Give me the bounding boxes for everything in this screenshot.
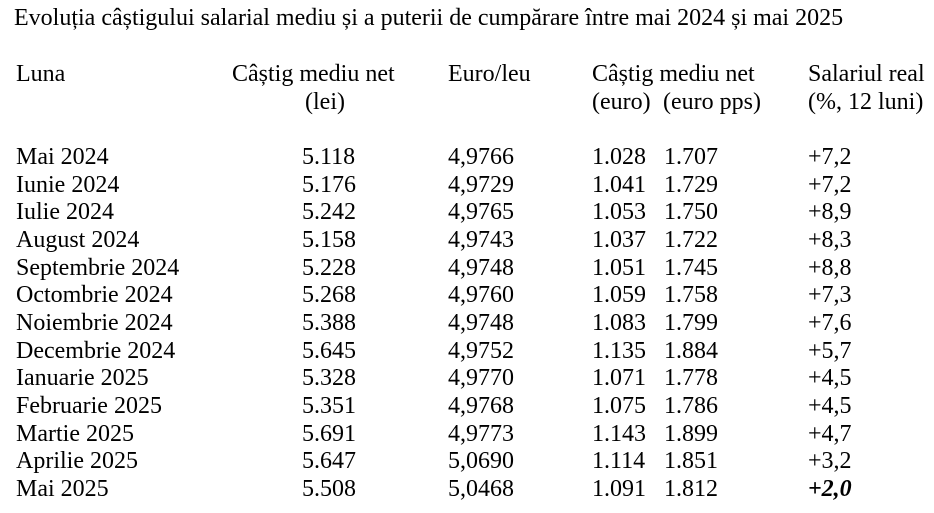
row-month: Septembrie 2024: [16, 254, 180, 281]
header-net-euro-unit: (euro): [592, 89, 651, 115]
row-net-euro-pps: 1.851: [664, 448, 718, 475]
header-real-wage: Salariul real: [808, 61, 925, 87]
table-row: [0, 172, 934, 200]
row-exchange-rate: 4,9743: [448, 226, 514, 253]
header-net-euro: Câștig mediu net: [592, 61, 755, 87]
row-net-euro: 1.037: [592, 226, 646, 253]
row-real-wage: +4,7: [808, 420, 852, 447]
row-net-euro-pps: 1.778: [664, 365, 718, 392]
row-real-wage: +7,2: [808, 144, 852, 170]
row-month: Noiembrie 2024: [16, 309, 173, 336]
row-net-lei: 5.176: [302, 171, 356, 198]
table-row: [0, 421, 934, 449]
table-row: [0, 476, 934, 504]
row-net-euro: 1.075: [592, 392, 646, 419]
row-month: August 2024: [16, 226, 140, 253]
row-exchange-rate: 4,9760: [448, 282, 514, 309]
row-net-euro-pps: 1.884: [664, 337, 718, 364]
row-net-euro-pps: 1.799: [664, 309, 718, 336]
row-real-wage: +5,7: [808, 337, 852, 364]
row-exchange-rate: 4,9729: [448, 171, 514, 198]
row-real-wage-highlighted: +2,0: [808, 475, 852, 502]
header-net-euro-pps-unit: (euro pps): [663, 89, 761, 115]
row-exchange-rate: 4,9748: [448, 254, 514, 281]
row-real-wage: +7,2: [808, 171, 852, 198]
row-net-lei: 5.388: [302, 309, 356, 336]
table-row: [0, 448, 934, 476]
row-exchange-rate: 4,9765: [448, 199, 514, 226]
row-net-euro: 1.135: [592, 337, 646, 364]
row-net-euro-pps: 1.745: [664, 254, 718, 281]
table-row: [0, 365, 934, 393]
header-net-lei-unit: (lei): [305, 89, 345, 115]
row-net-euro-pps: 1.786: [664, 392, 718, 419]
row-net-lei: 5.118: [302, 144, 356, 170]
row-net-lei: 5.645: [302, 337, 356, 364]
row-net-lei: 5.508: [302, 475, 356, 502]
row-net-euro: 1.091: [592, 475, 646, 502]
row-month: Iunie 2024: [16, 171, 120, 198]
row-net-lei: 5.242: [302, 199, 356, 226]
row-net-euro-pps: 1.707: [664, 144, 718, 170]
table-row: [0, 338, 934, 366]
header-exchange-rate: Euro/leu: [448, 61, 531, 87]
row-net-euro-pps: 1.729: [664, 171, 718, 198]
row-net-lei: 5.691: [302, 420, 356, 447]
row-real-wage: +7,3: [808, 282, 852, 309]
row-exchange-rate: 5,0468: [448, 475, 514, 502]
row-month: Aprilie 2025: [16, 448, 138, 475]
row-real-wage: +7,6: [808, 309, 852, 336]
row-month: Martie 2025: [16, 420, 134, 447]
row-month: Mai 2024: [16, 144, 109, 170]
row-real-wage: +8,8: [808, 254, 852, 281]
row-net-lei: 5.158: [302, 226, 356, 253]
row-exchange-rate: 4,9773: [448, 420, 514, 447]
row-real-wage: +8,9: [808, 199, 852, 226]
row-net-euro: 1.051: [592, 254, 646, 281]
row-month: Ianuarie 2025: [16, 365, 149, 392]
row-exchange-rate: 4,9752: [448, 337, 514, 364]
row-month: Octombrie 2024: [16, 282, 173, 309]
row-exchange-rate: 5,0690: [448, 448, 514, 475]
row-exchange-rate: 4,9770: [448, 365, 514, 392]
row-net-euro: 1.071: [592, 365, 646, 392]
row-month: Decembrie 2024: [16, 337, 176, 364]
row-net-euro-pps: 1.722: [664, 226, 718, 253]
table-row: [0, 227, 934, 255]
row-net-euro: 1.053: [592, 199, 646, 226]
row-net-euro-pps: 1.899: [664, 420, 718, 447]
table-row: [0, 310, 934, 338]
row-net-euro: 1.059: [592, 282, 646, 309]
header-month: Luna: [16, 61, 66, 87]
row-net-euro-pps: 1.750: [664, 199, 718, 226]
row-exchange-rate: 4,9748: [448, 309, 514, 336]
header-real-wage-unit: (%, 12 luni): [808, 89, 924, 115]
row-net-lei: 5.228: [302, 254, 356, 281]
row-net-lei: 5.268: [302, 282, 356, 309]
row-net-euro-pps: 1.758: [664, 282, 718, 309]
row-real-wage: +4,5: [808, 365, 852, 392]
table-row: [0, 282, 934, 310]
table-row: [0, 199, 934, 227]
row-net-lei: 5.647: [302, 448, 356, 475]
row-real-wage: +4,5: [808, 392, 852, 419]
row-month: Mai 2025: [16, 475, 109, 502]
row-exchange-rate: 4,9768: [448, 392, 514, 419]
table-row: [0, 393, 934, 421]
row-exchange-rate: 4,9766: [448, 144, 514, 170]
row-real-wage: +3,2: [808, 448, 852, 475]
page-title: Evoluția câștigului salarial mediu și a puterii de cumpărare între mai 2024 și mai 2025: [14, 5, 844, 31]
row-net-euro: 1.114: [592, 448, 646, 475]
row-net-euro: 1.083: [592, 309, 646, 336]
row-net-euro: 1.041: [592, 171, 646, 198]
row-net-euro-pps: 1.812: [664, 475, 718, 502]
table-body: [0, 144, 934, 504]
table-row: [0, 144, 934, 172]
row-month: Februarie 2025: [16, 392, 162, 419]
row-net-euro: 1.143: [592, 420, 646, 447]
row-net-lei: 5.351: [302, 392, 356, 419]
row-month: Iulie 2024: [16, 199, 114, 226]
row-net-euro: 1.028: [592, 144, 646, 170]
header-net-lei: Câștig mediu net: [232, 61, 395, 87]
table-row: [0, 255, 934, 283]
row-real-wage: +8,3: [808, 226, 852, 253]
row-net-lei: 5.328: [302, 365, 356, 392]
